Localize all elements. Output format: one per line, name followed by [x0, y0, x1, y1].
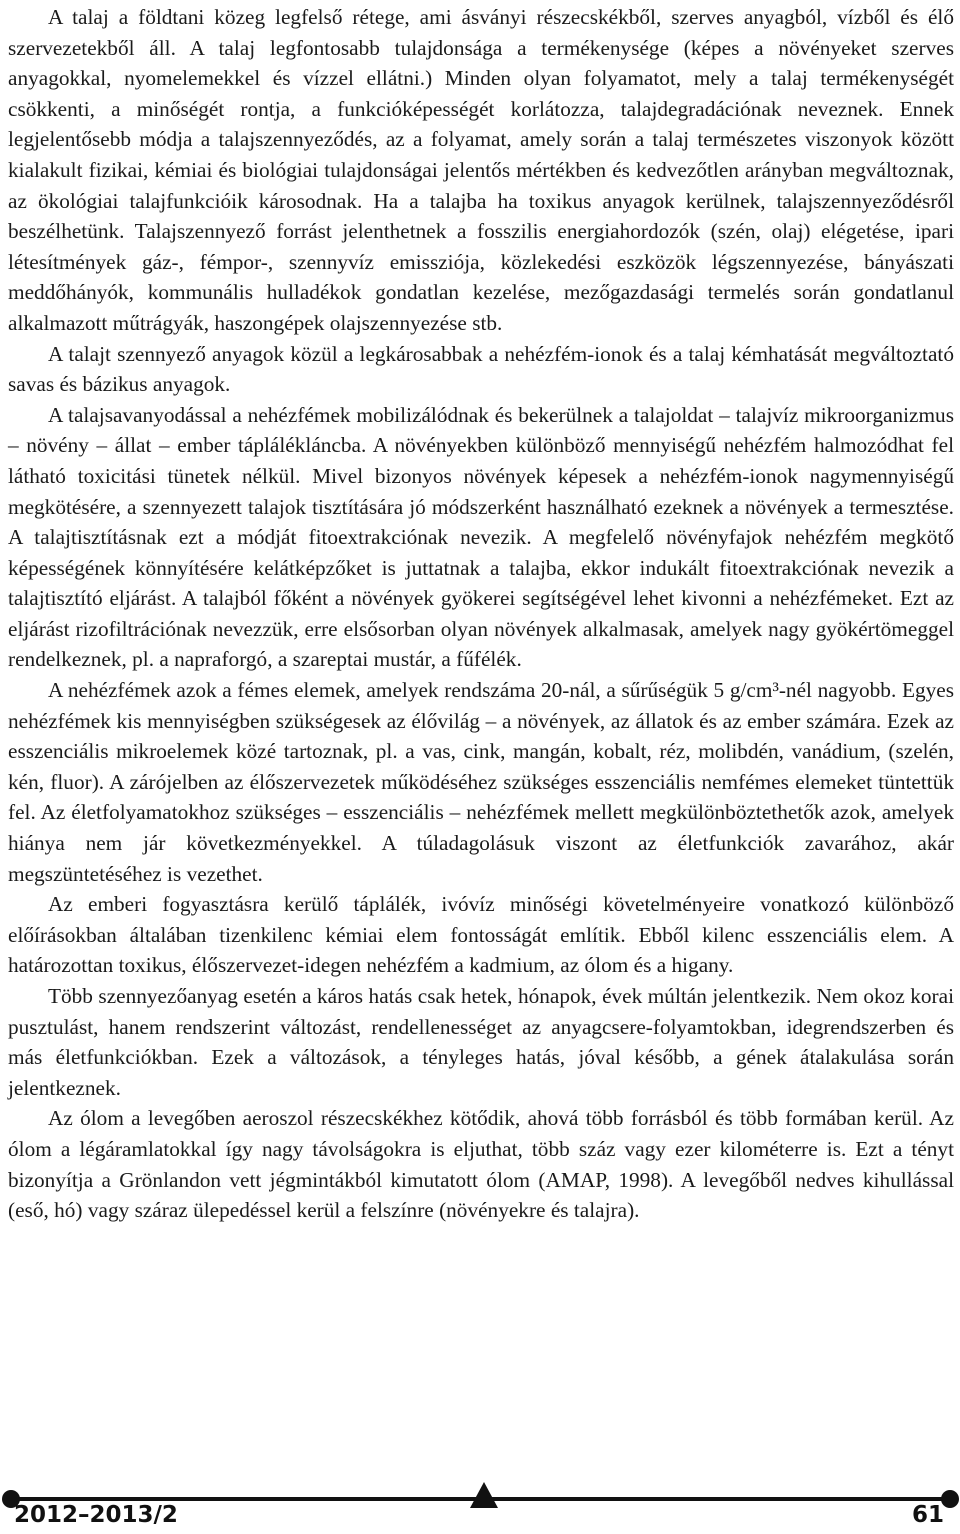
footer-triangle-icon	[470, 1482, 498, 1508]
issue-number: 2012–2013/2	[14, 1502, 178, 1528]
paragraph-2: A talajt szennyező anyagok közül a legkárosabbak a nehézfém-ionok és a talaj kémhatását megváltoztató savas és bázikus anyagok.	[8, 341, 954, 397]
paragraph-5: Az emberi fogyasztásra kerülő táplálék, ivóvíz minőségi követelményeire vonatkozó különböző előírásokban általában tizenkilenc kémiai elem fontosságát említik. Ebből kilenc esszenciális elem. A határozottan toxikus, élőszervezet-idegen nehézfém a kadmium, az ólom és a higany.	[8, 892, 954, 978]
paragraph-3: A talajsavanyodással a nehézfémek mobilizálódnak és bekerülnek a talajoldat – talajvíz mikroorganizmus – növény – állat – ember táplálékláncba. A növényekben különböző mennyiségű nehézfém halmozódhat fel látható toxicitási tünetek nélkül. Mivel bizonyos növények képesek a nehézfém-ionok nagymennyiségű megkötésére, a szennyezett talajok tisztítására jó módszerként használható ezeknek a növények a termesztése. A talajtisztításnak ezt a módját fitoextrakciónak nevezik. A megfelelő növényfajok nehézfém megkötő képességének könnyítésére kelátképzőket is juttatnak a talajba, ekkor indukált fitoextrakciónak nevezik a talajtisztító eljárást. A talajból főként a növények gyökerei segítségével lehet kivonni a nehézfémeket. Ezt az eljárást rizofiltrációnak nevezzük, erre elsősorban olyan növények alkalmasak, amelyek nagy gyökértömeggel rendelkeznek, pl. a napraforgó, a szareptai mustár, a fűfélék.	[8, 402, 954, 672]
paragraph-4: A nehézfémek azok a fémes elemek, amelyek rendszáma 20-nál, a sűrűségük 5 g/cm³-nél nagyobb. Egyes nehézfémek kis mennyiségben szükségesek az élővilág – a növények, az állatok és az ember számára. Ezek az esszenciális mikroelemek közé tartoznak, pl. a vas, cink, mangán, kobalt, réz, molibdén, vanádium, (szelén, kén, fluor). A zárójelben az élőszervezetek működéséhez szükséges esszenciális nemfémes elemeket tüntettük fel. Az életfolyamatokhoz szükséges – esszenciális – nehézfémek mellett megkülönböztethetők azok, amelyek hiánya nem jár következményekkel. A túladagolásuk viszont az életfunkciók zavarához, akár megszüntetéséhez is vezethet.	[8, 678, 954, 886]
page-number: 61	[911, 1502, 944, 1528]
paragraph-6: Több szennyezőanyag esetén a káros hatás csak hetek, hónapok, évek múltán jelentkezik. Nem okoz korai pusztulást, hanem rendszerint változást, rendellenességet az anyagcsere-folyamtokban, idegrendszerben és más életfunkciókban. Ezek a változások, a tényleges hatás, jóval később, a gének átalakulása során jelentkeznek.	[8, 984, 954, 1100]
paragraph-1: A talaj a földtani közeg legfelső rétege, ami ásványi részecskékből, szerves anyagból, vízből és élő szervezetekből áll. A talaj legfontosabb tulajdonsága a termékenysége (képes a növényeket szerves anyagokkal, nyomelemekkel és vízzel ellátni.) Minden olyan folyamatot, mely a talaj termékenységét csökkenti, a minőségét rontja, a funkcióképességét korlátozza, talajdegradációnak neveznek. Ennek legjelentősebb módja a talajszennyeződés, az a folyamat, amely során a talaj természetes viszonyok között kialakult fizikai, kémiai és biológiai tulajdonságai jelentős mértékben és kedvezőtlen arányban megváltoznak, az ökológiai talajfunkcióik károsodnak. Ha a talajba ha toxikus anyagok kerülnek, talajszennyeződésről beszélhetünk. Talajszennyező forrást jelenthetnek a fosszilis energiahordozók (szén, olaj) elégetése, ipari létesítmények gáz-, fémpor-, szennyvíz emissziója, közlekedési eszközök légszennyezése, bányászati meddőhányók, kommunális hulladékok gondatlan kezelése, mezőgazdasági termelés során gondatlanul alkalmazott műtrágyák, haszongépek olajszennyezése stb.	[8, 5, 954, 335]
paragraph-7: Az ólom a levegőben aeroszol részecskékhez kötődik, ahová több forrásból és több formában kerül. Az ólom a légáramlatokkal így nagy távolságokra is eljuthat, több száz vagy ezer kilométerre is. Ezt a tényt bizonyítja a Grönlandon vett jégmintákból kimutatott ólom (AMAP, 1998). A levegőből nedves kihullással (eső, hó) vagy száraz ülepedéssel kerül a felszínre (növényekre és talajra).	[8, 1106, 954, 1223]
article-body	[8, 2, 954, 1226]
